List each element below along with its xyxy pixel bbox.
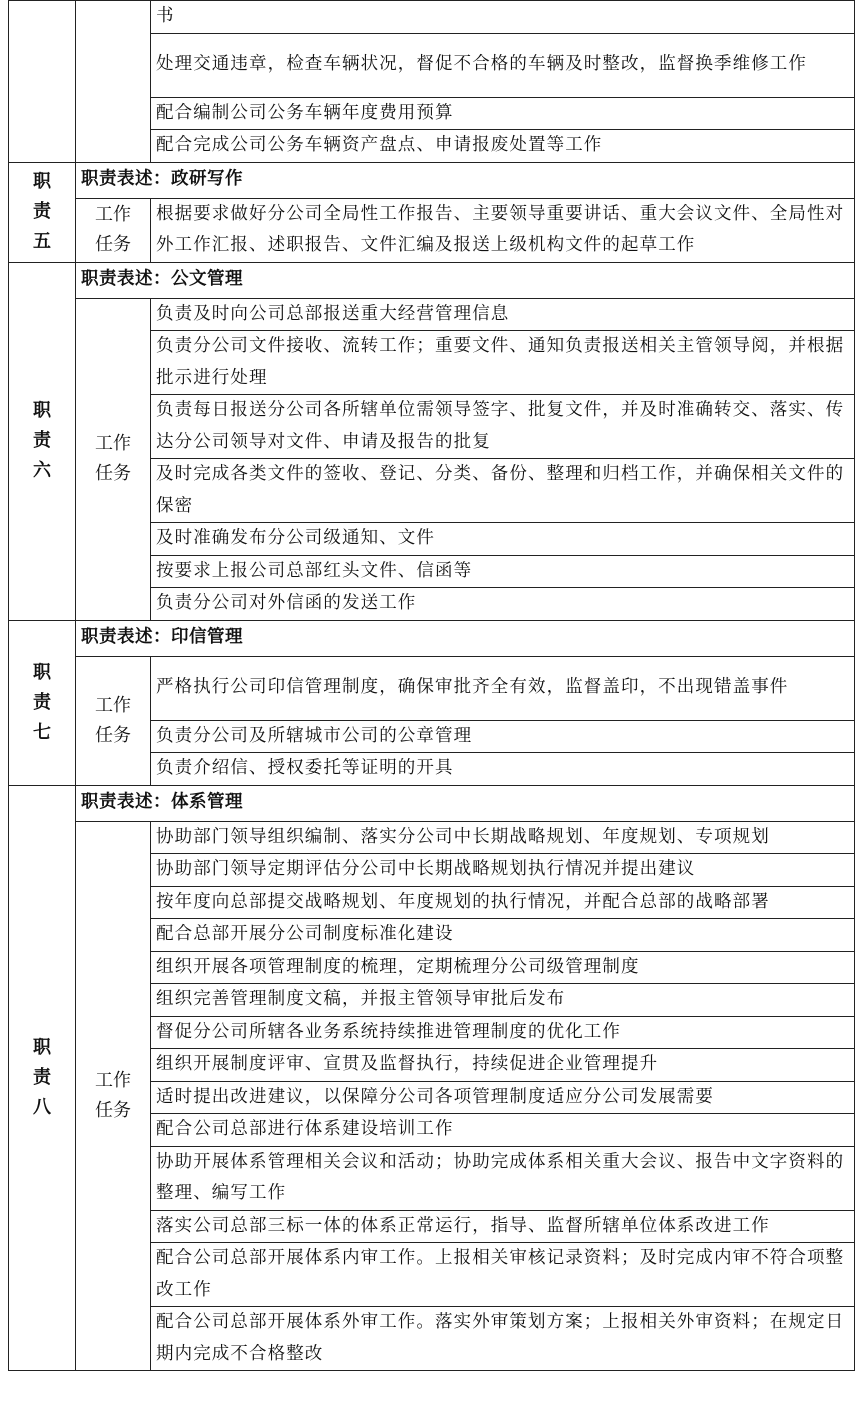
duty-table (8, 0, 855, 1371)
duty-label-cell (9, 262, 76, 620)
task-item: 负责分公司及所辖城市公司的公章管理 (151, 720, 855, 753)
task-item: 组织开展各项管理制度的梳理，定期梳理分公司级管理制度 (151, 951, 855, 984)
table-row (9, 656, 855, 720)
task-label-cell (76, 198, 151, 262)
duty-table-body (9, 1, 855, 1371)
duty-label-cell (9, 620, 76, 785)
task-label: 工作任务 (95, 204, 131, 255)
task-item: 落实公司总部三标一体的体系正常运行，指导、监督所辖单位体系改进工作 (151, 1210, 855, 1243)
task-label-cell (76, 821, 151, 1371)
task-label: 工作任务 (95, 1069, 131, 1121)
task-label-cell (76, 1, 151, 163)
duty-label: 职责五 (33, 171, 51, 252)
task-item: 按要求上报公司总部红头文件、信函等 (151, 555, 855, 588)
task-item: 处理交通违章，检查车辆状况，督促不合格的车辆及时整改，监督换季维修工作 (151, 33, 855, 97)
task-item: 负责及时向公司总部报送重大经营管理信息 (151, 298, 855, 331)
duty-label: 职责六 (33, 400, 51, 481)
task-item: 严格执行公司印信管理制度，确保审批齐全有效，监督盖印，不出现错盖事件 (151, 656, 855, 720)
table-row (9, 298, 855, 331)
duty-header-row (9, 162, 855, 198)
task-item: 负责分公司对外信函的发送工作 (151, 588, 855, 621)
duty-description: 职责表述：体系管理 (76, 785, 855, 821)
duty-header-row (9, 262, 855, 298)
task-item: 及时准确发布分公司级通知、文件 (151, 523, 855, 556)
task-item: 配合公司总部开展体系外审工作。落实外审策划方案；上报相关外审资料；在规定日期内完成不合格整改 (151, 1307, 855, 1371)
task-item: 配合公司总部开展体系内审工作。上报相关审核记录资料；及时完成内审不符合项整改工作 (151, 1243, 855, 1307)
duty-label: 职责八 (33, 1036, 51, 1118)
duty-header-row (9, 620, 855, 656)
task-item: 适时提出改进建议，以保障分公司各项管理制度适应分公司发展需要 (151, 1081, 855, 1114)
table-row (9, 821, 855, 854)
task-item: 组织完善管理制度文稿，并报主管领导审批后发布 (151, 984, 855, 1017)
task-item: 根据要求做好分公司全局性工作报告、主要领导重要讲话、重大会议文件、全局性对外工作汇报、述职报告、文件汇编及报送上级机构文件的起草工作 (151, 198, 855, 262)
duty-description: 职责表述：公文管理 (76, 262, 855, 298)
duty-description: 职责表述：政研写作 (76, 162, 855, 198)
table-row (9, 1, 855, 34)
task-item: 配合公司总部进行体系建设培训工作 (151, 1114, 855, 1147)
duty-label-cell (9, 162, 76, 262)
duty-header-row (9, 785, 855, 821)
task-item: 及时完成各类文件的签收、登记、分类、备份、整理和归档工作，并确保相关文件的保密 (151, 459, 855, 523)
task-item: 配合编制公司公务车辆年度费用预算 (151, 97, 855, 130)
task-item: 按年度向总部提交战略规划、年度规划的执行情况，并配合总部的战略部署 (151, 886, 855, 919)
task-item: 负责介绍信、授权委托等证明的开具 (151, 753, 855, 786)
task-item: 负责每日报送分公司各所辖单位需领导签字、批复文件，并及时准确转交、落实、传达分公司领导对文件、申请及报告的批复 (151, 395, 855, 459)
task-label: 工作任务 (95, 694, 131, 746)
task-item: 配合完成公司公务车辆资产盘点、申请报废处置等工作 (151, 130, 855, 163)
task-item: 书 (151, 1, 855, 34)
duty-label-cell (9, 785, 76, 1371)
task-item: 协助部门领导定期评估分公司中长期战略规划执行情况并提出建议 (151, 854, 855, 887)
task-label: 工作任务 (95, 433, 131, 484)
duty-label-cell (9, 1, 76, 163)
task-label-cell (76, 656, 151, 785)
task-item: 组织开展制度评审、宣贯及监督执行，持续促进企业管理提升 (151, 1049, 855, 1082)
task-item: 负责分公司文件接收、流转工作；重要文件、通知负责报送相关主管领导阅，并根据批示进行处理 (151, 331, 855, 395)
table-row (9, 198, 855, 262)
duty-label: 职责七 (33, 661, 51, 743)
task-item: 督促分公司所辖各业务系统持续推进管理制度的优化工作 (151, 1016, 855, 1049)
task-label-cell (76, 298, 151, 620)
task-item: 配合总部开展分公司制度标准化建设 (151, 919, 855, 952)
task-item: 协助开展体系管理相关会议和活动；协助完成体系相关重大会议、报告中文字资料的整理、编写工作 (151, 1146, 855, 1210)
duty-description: 职责表述：印信管理 (76, 620, 855, 656)
task-item: 协助部门领导组织编制、落实分公司中长期战略规划、年度规划、专项规划 (151, 821, 855, 854)
